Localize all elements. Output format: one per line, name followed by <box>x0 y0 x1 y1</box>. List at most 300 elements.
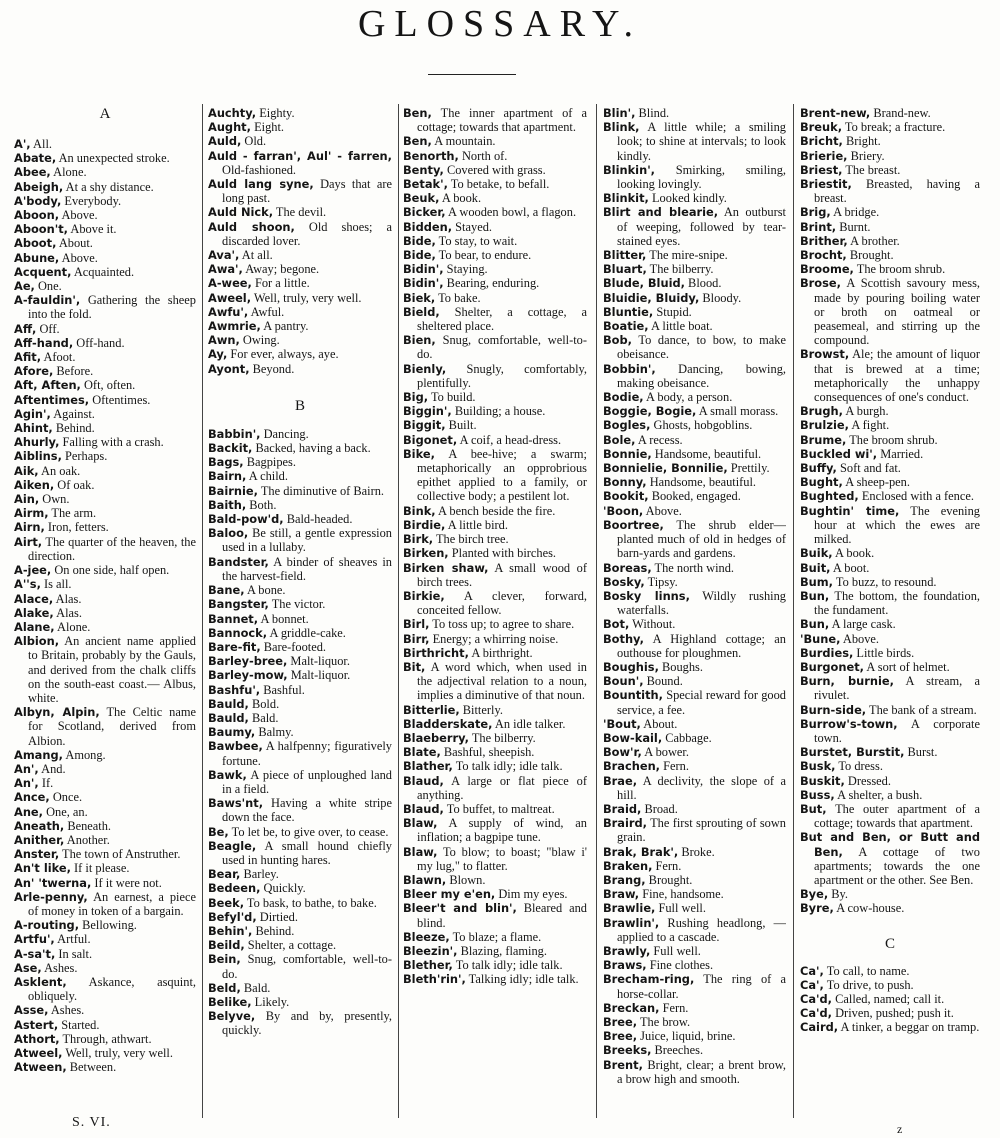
entry-headword: Bairnie, <box>208 483 258 498</box>
glossary-entry <box>403 163 587 177</box>
entry-headword: Afit, <box>14 350 42 365</box>
glossary-entry <box>800 163 980 177</box>
entry-headword: Bidden, <box>403 219 453 234</box>
entry-definition: Bashful, sheepish. <box>440 745 535 760</box>
entry-definition: On one side, half open. <box>51 563 170 578</box>
entry-headword: Ae, <box>14 279 35 294</box>
entry-headword: Aboot, <box>14 236 57 251</box>
glossary-entry <box>800 248 980 262</box>
glossary-entry <box>208 484 392 498</box>
entry-definition: A fight. <box>848 418 890 433</box>
entry-definition: The evening hour at which the ewes are milked. <box>814 503 980 547</box>
entry-headword: Ahint, <box>14 421 53 436</box>
glossary-entry <box>14 833 196 847</box>
entry-headword: Brak, Brak', <box>603 844 679 859</box>
glossary-entry <box>603 319 786 333</box>
entry-headword: Be, <box>208 824 229 839</box>
glossary-entry <box>603 248 786 262</box>
entry-definition: Covered with grass. <box>443 162 546 177</box>
entry-definition: Blind. <box>635 106 670 120</box>
glossary-entry <box>800 978 980 992</box>
entry-definition: And. <box>38 761 66 776</box>
glossary-entry <box>208 205 392 219</box>
glossary-entry <box>603 873 786 887</box>
entry-definition: Snug, comfortable, well-to-do. <box>417 333 587 362</box>
entry-headword: Brocht, <box>800 248 847 263</box>
entry-definition: Among. <box>62 747 106 762</box>
glossary-entry <box>403 205 587 219</box>
glossary-entry <box>14 165 196 179</box>
glossary-entry <box>403 362 587 390</box>
entry-definition: Bagpipes. <box>243 455 296 470</box>
glossary-entry <box>403 632 587 646</box>
entry-definition: Tipsy. <box>644 574 678 589</box>
entry-headword: Brierie, <box>800 148 848 163</box>
entry-definition: Well, truly, very well. <box>62 1046 173 1060</box>
entry-headword: Biek, <box>403 290 436 305</box>
entry-definition: A stream, a rivulet. <box>814 674 980 703</box>
glossary-entry <box>403 561 587 589</box>
entry-definition: The broom shrub. <box>846 432 938 447</box>
entry-headword: Bobbin', <box>603 361 656 376</box>
entry-definition: Full well. <box>650 943 701 958</box>
entry-definition: Everybody. <box>61 193 122 208</box>
glossary-entry <box>800 149 980 163</box>
entry-definition: Juice, liquid, brine. <box>637 1029 736 1044</box>
glossary-entry <box>800 674 980 702</box>
entry-headword: Boun', <box>603 674 644 689</box>
signature-mark: S. VI. <box>72 1115 111 1130</box>
glossary-entry <box>208 597 392 611</box>
entry-headword: Bald-pow'd, <box>208 512 284 527</box>
entry-headword: Bike, <box>403 446 435 461</box>
glossary-entry <box>14 336 196 350</box>
glossary-entry <box>603 816 786 844</box>
entry-definition: The victor. <box>268 597 326 612</box>
glossary-entry <box>14 1046 196 1060</box>
entry-headword: Beuk, <box>403 191 440 206</box>
glossary-entry <box>603 1043 786 1057</box>
glossary-entry <box>800 788 980 802</box>
entry-headword: But and Ben, or Butt and Ben, <box>800 830 980 859</box>
entry-headword: Blude, Bluid, <box>603 276 685 291</box>
entry-headword: Aiblins, <box>14 449 62 464</box>
glossary-entry <box>603 660 786 674</box>
glossary-entry <box>603 291 786 305</box>
title-rule <box>428 74 516 75</box>
entry-headword: Bit, <box>403 659 426 674</box>
entry-headword: Bow'r, <box>603 745 642 760</box>
glossary-entry <box>603 759 786 773</box>
entry-definition: Bald-headed. <box>283 512 353 527</box>
entry-definition: Bloody. <box>699 290 742 305</box>
entry-headword: Brig, <box>800 205 831 220</box>
glossary-entry <box>800 759 980 773</box>
glossary-column-2 <box>208 106 392 1116</box>
entry-headword: Bleth'rin', <box>403 972 466 987</box>
glossary-entry <box>800 575 980 589</box>
entry-headword: Braken, <box>603 858 653 873</box>
glossary-entry <box>14 322 196 336</box>
glossary-entry <box>14 449 196 463</box>
entry-headword: Ay, <box>208 347 228 362</box>
glossary-entry <box>800 262 980 276</box>
entry-definition: Building; a house. <box>451 404 546 419</box>
entry-definition: A pantry. <box>260 319 309 334</box>
entry-headword: Bleeze, <box>403 929 450 944</box>
glossary-entry <box>14 890 196 918</box>
entry-headword: Burstet, Burstit, <box>800 745 905 760</box>
entry-definition: If. <box>38 776 54 791</box>
entry-headword: Blether, <box>403 958 453 973</box>
entry-definition: A bonnet. <box>258 611 309 626</box>
glossary-entry <box>603 731 786 745</box>
entry-definition: A large or flat piece of anything. <box>417 773 587 802</box>
glossary-entry <box>800 347 980 404</box>
glossary-entry <box>14 847 196 861</box>
entry-headword: Bidin', <box>403 262 444 277</box>
entry-definition: An earnest, a piece of money in token of a bargain. <box>28 889 196 918</box>
entry-definition: An unexpected stroke. <box>56 151 170 166</box>
entry-definition: Fern. <box>652 858 682 873</box>
glossary-entry <box>403 717 587 731</box>
entry-definition: To betake, to befall. <box>447 177 550 192</box>
entry-headword: Bigonet, <box>403 432 458 447</box>
entry-headword: Bicker, <box>403 205 446 220</box>
entry-headword: Brecham-ring, <box>603 972 695 987</box>
glossary-entry <box>208 248 392 262</box>
entry-headword: Brang, <box>603 872 646 887</box>
glossary-entry <box>403 418 587 432</box>
entry-headword: Buit, <box>800 560 831 575</box>
entry-headword: A-sa't, <box>14 946 56 961</box>
glossary-entry <box>603 944 786 958</box>
entry-definition: An idle talker. <box>492 716 566 731</box>
glossary-entry <box>208 291 392 305</box>
entry-definition: Bare-footed. <box>260 639 327 654</box>
entry-headword: Aftentimes, <box>14 392 90 407</box>
entry-definition: A word which, when used in the adjectival relation to a noun, implies a diminutive of that noun. <box>417 659 587 703</box>
entry-definition: Looked kindly. <box>648 191 727 206</box>
glossary-entry <box>14 790 196 804</box>
entry-definition: A large cask. <box>829 617 896 632</box>
glossary-entry <box>208 220 392 248</box>
entry-definition: Likely. <box>251 994 290 1009</box>
glossary-entry <box>14 592 196 606</box>
entry-definition: Broke. <box>678 844 715 859</box>
glossary-entry <box>208 938 392 952</box>
entry-headword: Brose, <box>800 276 841 291</box>
entry-headword: Bole, <box>603 432 636 447</box>
entry-definition: The town of Anstruther. <box>59 847 181 862</box>
glossary-entry <box>14 265 196 279</box>
entry-headword: Brither, <box>800 233 848 248</box>
entry-headword: Brent-new, <box>800 106 871 120</box>
entry-headword: Bogles, <box>603 418 651 433</box>
entry-headword: Bleer my e'en, <box>403 887 496 902</box>
entry-definition: To talk idly; idle talk. <box>452 958 563 973</box>
glossary-entry <box>208 333 392 347</box>
entry-definition: A griddle-cake. <box>267 625 346 640</box>
entry-definition: Quickly. <box>260 881 306 896</box>
glossary-entry <box>14 1032 196 1046</box>
entry-definition: A bench beside the fire. <box>435 503 556 518</box>
glossary-entry <box>800 489 980 503</box>
entry-definition: Oft, often. <box>80 378 136 393</box>
entry-headword: Aneath, <box>14 818 65 833</box>
glossary-entry <box>603 745 786 759</box>
entry-headword: Bein, <box>208 952 241 967</box>
entry-headword: An' 'twerna, <box>14 875 92 890</box>
entry-headword: Bink, <box>403 503 436 518</box>
entry-definition: Beneath. <box>64 818 112 833</box>
entry-headword: Birk, <box>403 532 434 547</box>
entry-definition: Special reward for good service, a fee. <box>617 688 786 717</box>
glossary-entry <box>800 617 980 631</box>
entry-headword: Bree, <box>603 1015 638 1029</box>
glossary-entry <box>208 583 392 597</box>
entry-definition: At a shy distance. <box>63 179 154 194</box>
entry-definition: Booked, engaged. <box>648 489 741 504</box>
entry-headword: Befyl'd, <box>208 909 257 924</box>
entry-headword: A'body, <box>14 193 62 208</box>
glossary-entry <box>403 191 587 205</box>
entry-definition: Dim my eyes. <box>495 887 568 902</box>
entry-headword: Big, <box>403 390 429 405</box>
glossary-entry <box>208 555 392 583</box>
entry-definition: Stupid. <box>653 304 692 319</box>
entry-definition: Bashful. <box>260 682 305 697</box>
entry-headword: Bot, <box>603 617 630 632</box>
entry-headword: Awmrie, <box>208 319 261 334</box>
glossary-entry <box>403 745 587 759</box>
entry-headword: Blinkit, <box>603 191 649 206</box>
glossary-entry <box>603 163 786 191</box>
glossary-entry <box>800 992 980 1006</box>
glossary-entry <box>403 589 587 617</box>
entry-definition: Bald. <box>248 710 279 725</box>
entry-headword: Bauld, <box>208 696 249 711</box>
entry-definition: Blood. <box>684 276 722 291</box>
entry-headword: Brawlin', <box>603 915 660 930</box>
glossary-column-1 <box>14 106 196 1116</box>
entry-definition: A small hound chiefly used in hunting hares. <box>222 838 392 867</box>
glossary-entry <box>208 177 392 205</box>
entry-headword: Aweel, <box>208 290 252 305</box>
footer-mark: z <box>897 1122 903 1136</box>
glossary-entry <box>603 717 786 731</box>
glossary-entry <box>800 660 980 674</box>
entry-headword: Boortree, <box>603 517 664 532</box>
entry-definition: In salt. <box>55 946 93 961</box>
entry-definition: The north wind. <box>651 560 735 575</box>
entry-headword: Birdie, <box>403 517 446 532</box>
glossary-entry <box>800 546 980 560</box>
entry-definition: Behind. <box>52 421 95 436</box>
glossary-entry <box>403 276 587 290</box>
entry-definition: If it please. <box>70 861 130 876</box>
entry-definition: The brow. <box>637 1015 691 1029</box>
entry-headword: Buckled wi', <box>800 446 878 461</box>
glossary-entry <box>603 859 786 873</box>
entry-headword: Broome, <box>800 262 854 277</box>
glossary-entry <box>403 930 587 944</box>
glossary-entry <box>14 776 196 790</box>
entry-definition: A bridge. <box>830 205 880 220</box>
entry-definition: A bower. <box>641 745 689 760</box>
entry-headword: Ca', <box>800 977 824 992</box>
entry-definition: Breasted, having a breast. <box>814 177 980 206</box>
entry-definition: A burgh. <box>843 404 889 419</box>
entry-definition: To dance, to bow, to make obeisance. <box>617 333 786 362</box>
entry-definition: Gathering the sheep into the fold. <box>28 293 196 322</box>
section-heading: C <box>884 935 895 952</box>
entry-headword: Behin', <box>208 923 253 938</box>
glossary-entry <box>800 276 980 347</box>
entry-headword: Alane, <box>14 619 55 634</box>
entry-headword: Bluntie, <box>603 304 654 319</box>
glossary-entry <box>403 816 587 844</box>
glossary-entry <box>14 208 196 222</box>
glossary-entry <box>403 887 587 901</box>
glossary-entry <box>800 433 980 447</box>
entry-headword: Birken shaw, <box>403 560 489 575</box>
entry-headword: Bangster, <box>208 597 269 612</box>
entry-headword: Bannock, <box>208 625 268 640</box>
entry-definition: About. <box>56 236 93 251</box>
entry-definition: Away; begone. <box>242 262 320 277</box>
entry-headword: Bookit, <box>603 489 649 504</box>
entry-definition: Alone. <box>54 619 91 634</box>
entry-definition: Malt-liquor. <box>287 654 350 669</box>
entry-definition: Balmy. <box>255 725 294 740</box>
glossary-entry <box>208 654 392 668</box>
entry-headword: Ava', <box>208 248 240 263</box>
entry-headword: Anither, <box>14 832 65 847</box>
entry-headword: A', <box>14 137 31 151</box>
entry-definition: To break; a fracture. <box>842 120 946 135</box>
glossary-entry <box>603 589 786 617</box>
glossary-entry <box>208 924 392 938</box>
entry-definition: Married. <box>877 446 924 461</box>
entry-headword: Baws'nt, <box>208 796 264 811</box>
entry-definition: A bee-hive; a swarm; metaphorically an opprobrious epithet applied to a family, or collective body; a pestilent lot. <box>417 446 587 504</box>
glossary-entry <box>403 646 587 660</box>
entry-definition: Snugly, comfortably, plentifully. <box>417 361 587 390</box>
entry-headword: Bane, <box>208 583 245 598</box>
glossary-entry <box>208 319 392 333</box>
glossary-entry <box>603 404 786 418</box>
entry-definition: Off-hand. <box>73 335 125 350</box>
entry-definition: Enclosed with a fence. <box>858 489 974 504</box>
entry-definition: At all. <box>239 248 273 263</box>
entry-headword: Blaw, <box>403 844 438 859</box>
entry-definition: Alas. <box>53 605 82 620</box>
entry-definition: To stay, to wait. <box>435 233 518 248</box>
entry-headword: Ben, <box>403 106 432 120</box>
entry-definition: Brand-new. <box>870 106 931 120</box>
entry-definition: A little bird. <box>445 517 508 532</box>
entry-headword: Bughtin' time, <box>800 503 900 518</box>
glossary-entry <box>14 492 196 506</box>
glossary-entry <box>14 393 196 407</box>
entry-headword: Beld, <box>208 980 241 995</box>
entry-definition: A child. <box>246 469 288 484</box>
entry-definition: Planted with birches. <box>448 546 557 561</box>
entry-definition: A Scottish savoury mess, made by pouring boiling water or broth on oatmeal or peasemeal, and stirring up the compound. <box>814 276 980 348</box>
glossary-entry <box>14 620 196 634</box>
glossary-entry <box>800 504 980 547</box>
entry-headword: Braws, <box>603 958 647 973</box>
entry-definition: To buffet, to maltreat. <box>443 801 555 816</box>
glossary-entry <box>800 234 980 248</box>
glossary-entry <box>403 177 587 191</box>
entry-definition: A little boat. <box>648 319 713 334</box>
entry-headword: Anster, <box>14 847 60 862</box>
column-divider <box>398 104 399 1118</box>
glossary-entry <box>603 362 786 390</box>
glossary-entry <box>208 881 392 895</box>
entry-headword: Airm, <box>14 506 49 521</box>
glossary-entry <box>403 333 587 361</box>
entry-headword: Birr, <box>403 631 430 646</box>
glossary-entry <box>14 222 196 236</box>
glossary-column-3 <box>403 106 587 1116</box>
entry-headword: Blaud, <box>403 801 444 816</box>
entry-headword: Breckan, <box>603 1000 660 1015</box>
entry-definition: Be still, a gentle expression used in a lullaby. <box>222 526 392 555</box>
entry-definition: Driven, pushed; push it. <box>832 1006 954 1021</box>
glossary-entry <box>800 774 980 788</box>
entry-definition: To bear, to endure. <box>435 248 532 263</box>
glossary-entry <box>208 455 392 469</box>
glossary-entry <box>208 952 392 980</box>
entry-definition: Bitterly. <box>459 702 503 717</box>
entry-headword: Buffy, <box>800 461 837 476</box>
glossary-entry <box>208 626 392 640</box>
glossary-entry <box>403 958 587 972</box>
entry-headword: Bree, <box>603 1029 638 1044</box>
entry-headword: A-routing, <box>14 918 80 933</box>
entry-definition: A bone. <box>244 583 286 598</box>
glossary-entry <box>208 469 392 483</box>
entry-definition: The quarter of the heaven, the direction. <box>28 534 196 563</box>
glossary-entry <box>208 739 392 767</box>
entry-definition: Owing. <box>239 333 280 348</box>
glossary-entry <box>800 646 980 660</box>
entry-headword: Abee, <box>14 165 51 180</box>
entry-headword: Bide, <box>403 233 436 248</box>
glossary-entry <box>800 632 980 646</box>
glossary-entry <box>800 461 980 475</box>
entry-definition: Afoot. <box>41 350 76 365</box>
glossary-entry <box>208 711 392 725</box>
entry-definition: A supply of wind, an inflation; a bagpipe tune. <box>417 816 587 845</box>
glossary-entry <box>603 1015 786 1029</box>
glossary-entry <box>403 447 587 504</box>
entry-definition: All. <box>30 137 52 151</box>
entry-definition: The diminutive of Bairn. <box>257 483 385 498</box>
entry-headword: Backit, <box>208 441 253 456</box>
glossary-entry <box>208 697 392 711</box>
entry-headword: Agin', <box>14 406 51 421</box>
entry-headword: Ase, <box>14 960 42 975</box>
entry-headword: Blate, <box>403 745 441 760</box>
entry-definition: Soft and fat. <box>836 461 901 476</box>
entry-headword: Bum, <box>800 574 833 589</box>
entry-headword: Bluidie, Bluidy, <box>603 290 700 305</box>
entry-definition: About. <box>640 716 678 731</box>
